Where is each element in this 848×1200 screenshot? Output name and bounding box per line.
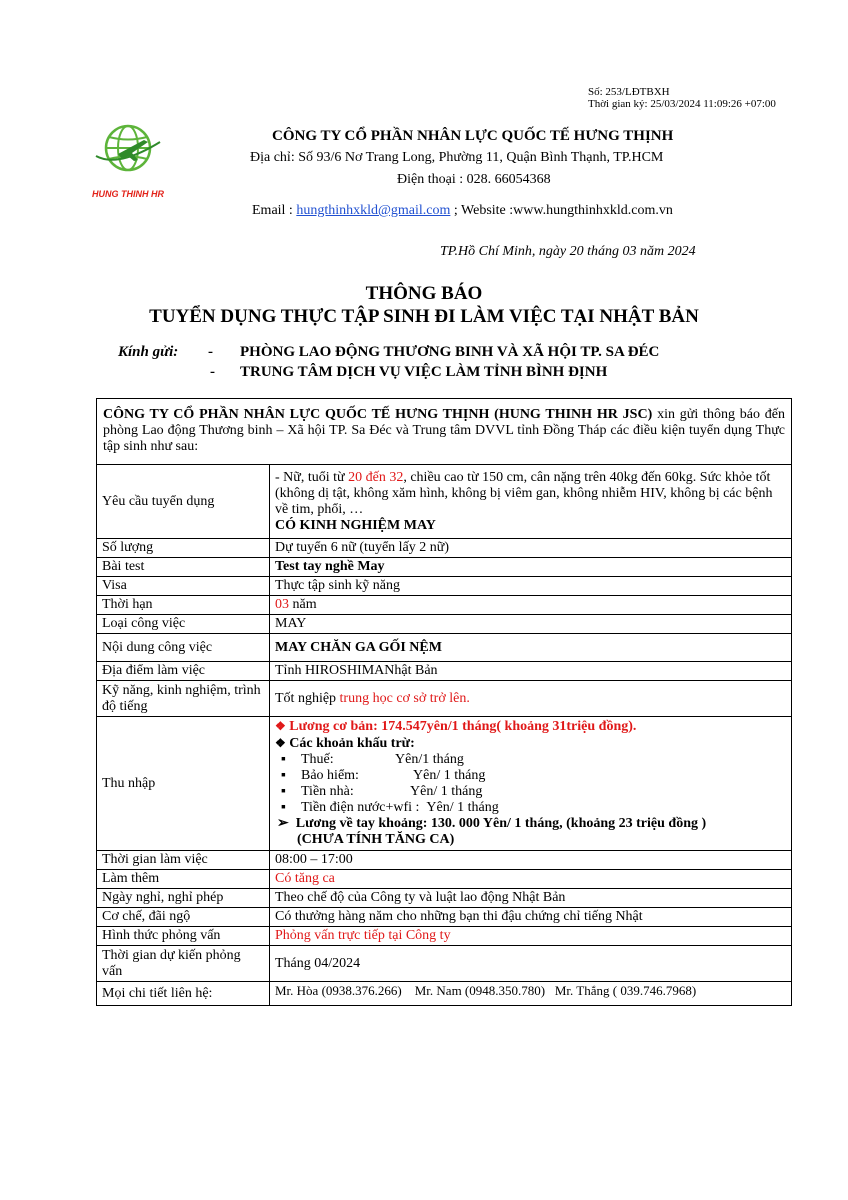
table-row [97, 662, 792, 681]
intro-company: CÔNG TY CỔ PHẦN NHÂN LỰC QUỐC TẾ HƯNG THỊNH (HUNG THINH HR JSC) [103, 407, 653, 422]
table-row [97, 465, 792, 539]
table-row [97, 399, 792, 465]
digital-signature [588, 86, 776, 110]
globe-plane-icon [88, 120, 168, 188]
document-date: TP.Hồ Chí Minh, ngày 20 tháng 03 năm 2024 [440, 244, 696, 259]
table-row [97, 851, 792, 870]
website-text: ; Website :www.hungthinhxkld.com.vn [450, 203, 673, 218]
contacts-value: Mr. Hòa (0938.376.266) Mr. Nam (0948.350.780) Mr. Thắng ( 039.746.7968) [270, 982, 792, 1006]
age-range: 20 đến 32 [348, 469, 404, 485]
row-label: Thu nhập [97, 717, 270, 851]
list-item: ▪ Tiền điện nước+wfi : Yên/ 1 tháng [275, 800, 786, 816]
net-salary: ➢ Lương về tay khoảng: 130. 000 Yên/ 1 tháng, (khoảng 23 triệu đồng ) [277, 816, 707, 831]
row-value: Có tăng ca [270, 870, 792, 889]
row-value: MAY [270, 615, 792, 634]
recipient-1: PHÒNG LAO ĐỘNG THƯƠNG BINH VÀ XÃ HỘI TP. SA ĐÉC [240, 344, 660, 360]
diamond-bullet-icon: ❖ [275, 736, 286, 750]
square-bullet-icon: ▪ [281, 784, 286, 799]
row-label: Hình thức phỏng vấn [97, 927, 270, 946]
table-row [97, 615, 792, 634]
diamond-bullet-icon: ❖ [275, 719, 286, 733]
row-label: Địa điểm làm việc [97, 662, 270, 681]
square-bullet-icon: ▪ [281, 752, 286, 767]
list-item: ▪ Bảo hiểm: Yên/ 1 tháng [275, 768, 786, 784]
row-value: 03 năm [270, 596, 792, 615]
table-row [97, 870, 792, 889]
row-label: Bài test [97, 558, 270, 577]
recipient-dash: - [208, 344, 213, 360]
table-row [97, 634, 792, 662]
table-row [97, 539, 792, 558]
row-value: Tháng 04/2024 [270, 946, 792, 982]
row-label: Số lượng [97, 539, 270, 558]
company-name: CÔNG TY CỔ PHẦN NHÂN LỰC QUỐC TẾ HƯNG THỊNH [272, 128, 674, 144]
company-address: Địa chỉ: Số 93/6 Nơ Trang Long, Phường 11, Quận Bình Thạnh, TP.HCM [250, 150, 664, 165]
row-value: MAY CHĂN GA GỐI NỆM [270, 634, 792, 662]
deductions-heading: ❖ Các khoản khấu trừ: [275, 736, 415, 751]
square-bullet-icon: ▪ [281, 800, 286, 815]
row-value: Theo chế độ của Công ty và luật lao động Nhật Bản [270, 889, 792, 908]
row-value: Phỏng vấn trực tiếp tại Công ty [270, 927, 792, 946]
table-row [97, 889, 792, 908]
table-row [97, 927, 792, 946]
row-value: Thực tập sinh kỹ năng [270, 577, 792, 596]
contact-line [252, 203, 673, 219]
logo-text: HUNG THINH HR [92, 189, 164, 199]
row-label: Cơ chế, đãi ngộ [97, 908, 270, 927]
row-label: Loại công việc [97, 615, 270, 634]
row-value: Tốt nghiệp trung học cơ sở trở lên. [270, 681, 792, 717]
table-row [97, 982, 792, 1006]
email-link[interactable]: hungthinhxkld@gmail.com [296, 203, 451, 218]
row-value: Tỉnh HIROSHIMANhật Bản [270, 662, 792, 681]
net-salary-note: (CHƯA TÍNH TĂNG CA) [297, 832, 455, 847]
row-label: Visa [97, 577, 270, 596]
row-value: Dự tuyển 6 nữ (tuyển lấy 2 nữ) [270, 539, 792, 558]
row-value: Có thưởng hàng năm cho những bạn thi đậu chứng chỉ tiếng Nhật [270, 908, 792, 927]
experience-required: CÓ KINH NGHIỆM MAY [275, 517, 436, 533]
row-label: Thời gian làm việc [97, 851, 270, 870]
table-row [97, 717, 792, 851]
recruitment-table [96, 398, 792, 1006]
table-row [97, 558, 792, 577]
document-title: THÔNG BÁO [365, 283, 483, 304]
base-salary: ❖ Lương cơ bản: 174.547yên/1 tháng( khoảng 31triệu đồng). [275, 719, 637, 734]
table-row [97, 908, 792, 927]
square-bullet-icon: ▪ [281, 768, 286, 783]
table-row [97, 946, 792, 982]
requirements-cell: - Nữ, tuổi từ 20 đến 32, chiều cao từ 150 cm, cân nặng trên 40kg đến 60kg. Sức khỏe tốt (không dị tật, không xăm hình, không bị viêm gan, không nhiễm HIV, không bị các bệnh về tim, phổi, … CÓ KINH NGHIỆM MAY [270, 465, 792, 539]
table-row [97, 577, 792, 596]
document-number: Số: 253/LĐTBXH [588, 86, 670, 98]
income-cell [270, 717, 792, 851]
recipients-label: Kính gửi: [118, 344, 179, 360]
recipient-2: TRUNG TÂM DỊCH VỤ VIỆC LÀM TỈNH BÌNH ĐỊNH [240, 364, 608, 380]
arrow-bullet-icon: ➢ [277, 816, 289, 831]
company-logo [88, 120, 168, 199]
intro-cell [97, 399, 792, 465]
table-row [97, 681, 792, 717]
table-row [97, 596, 792, 615]
list-item: ▪ Thuế: Yên/1 tháng [275, 752, 786, 768]
row-label: Nội dung công việc [97, 634, 270, 662]
signed-time: Thời gian ký: 25/03/2024 11:09:26 +07:00 [588, 98, 776, 110]
row-label: Ngày nghỉ, nghỉ phép [97, 889, 270, 908]
row-label: Thời hạn [97, 596, 270, 615]
row-label: Yêu cầu tuyển dụng [97, 465, 270, 539]
row-label: Làm thêm [97, 870, 270, 889]
recipient-dash: - [210, 364, 215, 380]
row-value: Test tay nghề May [270, 558, 792, 577]
row-label: Thời gian dự kiến phỏng vấn [97, 946, 270, 982]
email-label: Email : [252, 203, 297, 218]
row-label: Mọi chi tiết liên hệ: [97, 982, 270, 1006]
list-item: ▪ Tiền nhà: Yên/ 1 tháng [275, 784, 786, 800]
company-phone: Điện thoại : 028. 66054368 [397, 172, 551, 187]
document-subtitle: TUYỂN DỤNG THỰC TẬP SINH ĐI LÀM VIỆC TẠI NHẬT BẢN [149, 306, 699, 327]
row-value: 08:00 – 17:00 [270, 851, 792, 870]
row-label: Kỹ năng, kinh nghiệm, trình độ tiếng [97, 681, 270, 717]
intro-text: xin gửi thông báo đến phòng Lao động Thương binh – Xã hội TP. Sa Đéc và Trung tâm DVVL tỉnh Đồng Tháp các điều kiện tuyển dụng Thực tập sinh như sau: [103, 407, 786, 454]
